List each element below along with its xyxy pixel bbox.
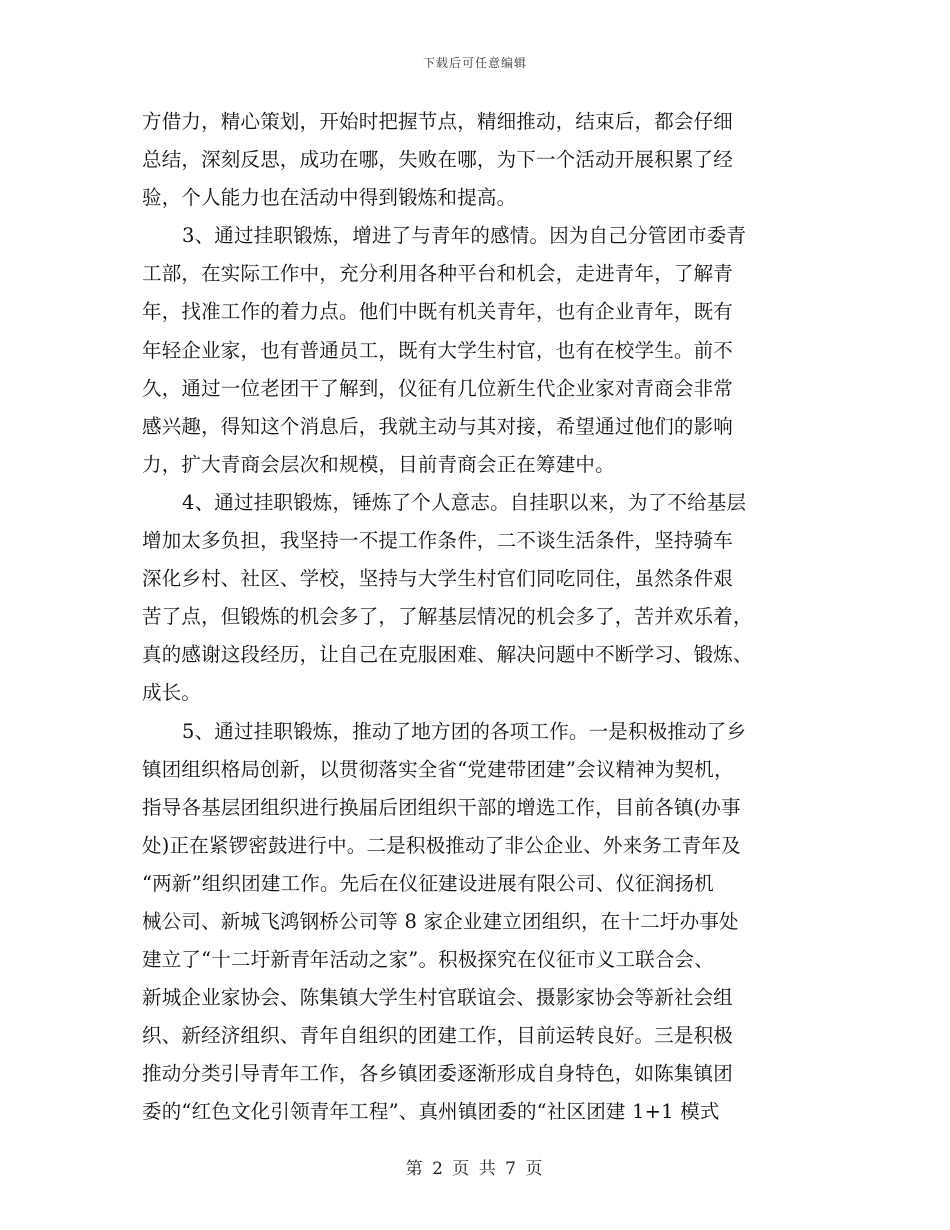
text-line: 方借力，精心策划，开始时把握节点，精细推动，结束后，都会仔细 (142, 110, 734, 133)
document-body (142, 103, 802, 1132)
page-header: 下载后可任意编辑 (422, 56, 527, 70)
text-line: 增加太多负担，我坚持一不提工作条件，二不谈生活条件，坚持骑车 (142, 529, 734, 553)
text-line: 械公司、新城飞鸿钢桥公司等 8 家企业建立团组织，在十二圩办事处 (142, 909, 739, 933)
page-number-footer: 第 2 页 共 7 页 (405, 1159, 545, 1179)
text-line: 深化乡村、社区、学校，坚持与大学生村官们同吃同住，虽然条件艰 (142, 567, 734, 591)
text-line: 镇团组织格局创新，以贯彻落实全省“党建带团建”会议精神为契机， (142, 757, 734, 781)
text-line: 委的“红色文化引领青年工程”、真州镇团委的“社区团建 1+1 模式 (142, 1100, 720, 1124)
text-line: 推动分类引导青年工作，各乡镇团委逐渐形成自身特色，如陈集镇团 (142, 1062, 734, 1086)
text-line: 织、新经济组织、青年自组织的团建工作，目前运转良好。三是积极 (142, 1024, 734, 1048)
text-line: 成长。 (142, 681, 202, 705)
text-line: 年轻企业家，也有普通员工，既有大学生村官，也有在校学生。前不 (142, 338, 734, 362)
text-line: 力，扩大青商会层次和规模，目前青商会正在筹建中。 (142, 452, 615, 476)
text-line: 感兴趣，得知这个消息后，我就主动与其对接，希望通过他们的影响 (142, 414, 734, 438)
text-line: “两新”组织团建工作。先后在仪征建设进展有限公司、仪征润扬机 (142, 871, 714, 895)
text-line: 久，通过一位老团干了解到，仪征有几位新生代企业家对青商会非常 (142, 376, 734, 400)
text-line: 年，找准工作的着力点。他们中既有机关青年，也有企业青年，既有 (142, 300, 734, 324)
text-line: 苦了点，但锻炼的机会多了，了解基层情况的机会多了，苦并欢乐着， (142, 605, 753, 629)
text-line: 工部，在实际工作中，充分利用各种平台和机会，走进青年，了解青 (142, 262, 734, 286)
text-line: 总结，深刻反思，成功在哪，失败在哪，为下一个活动开展积累了经 (142, 148, 734, 172)
text-line: 指导各基层团组织进行换届后团组织干部的增选工作，目前各镇(办事 (142, 795, 741, 819)
text-line: 真的感谢这段经历，让自己在克服困难、解决问题中不断学习、锻炼、 (142, 643, 753, 667)
text-line: 建立了“十二圩新青年活动之家”。积极探究在仪征市义工联合会、 (142, 948, 714, 972)
text-line: 验，个人能力也在活动中得到锻炼和提高。 (142, 186, 517, 210)
paragraph-4-start: 4、通过挂职锻炼，锤炼了个人意志。自挂职以来，为了不给基层 (182, 490, 747, 514)
text-line: 新城企业家协会、陈集镇大学生村官联谊会、摄影家协会等新社会组 (142, 986, 734, 1010)
text-line: 处)正在紧锣密鼓进行中。二是积极推动了非公企业、外来务工青年及 (142, 833, 741, 857)
paragraph-3-start: 3、通过挂职锻炼，增进了与青年的感情。因为自己分管团市委青 (182, 224, 747, 248)
paragraph-5-start: 5、通过挂职锻炼，推动了地方团的各项工作。一是积极推动了乡 (182, 719, 747, 743)
